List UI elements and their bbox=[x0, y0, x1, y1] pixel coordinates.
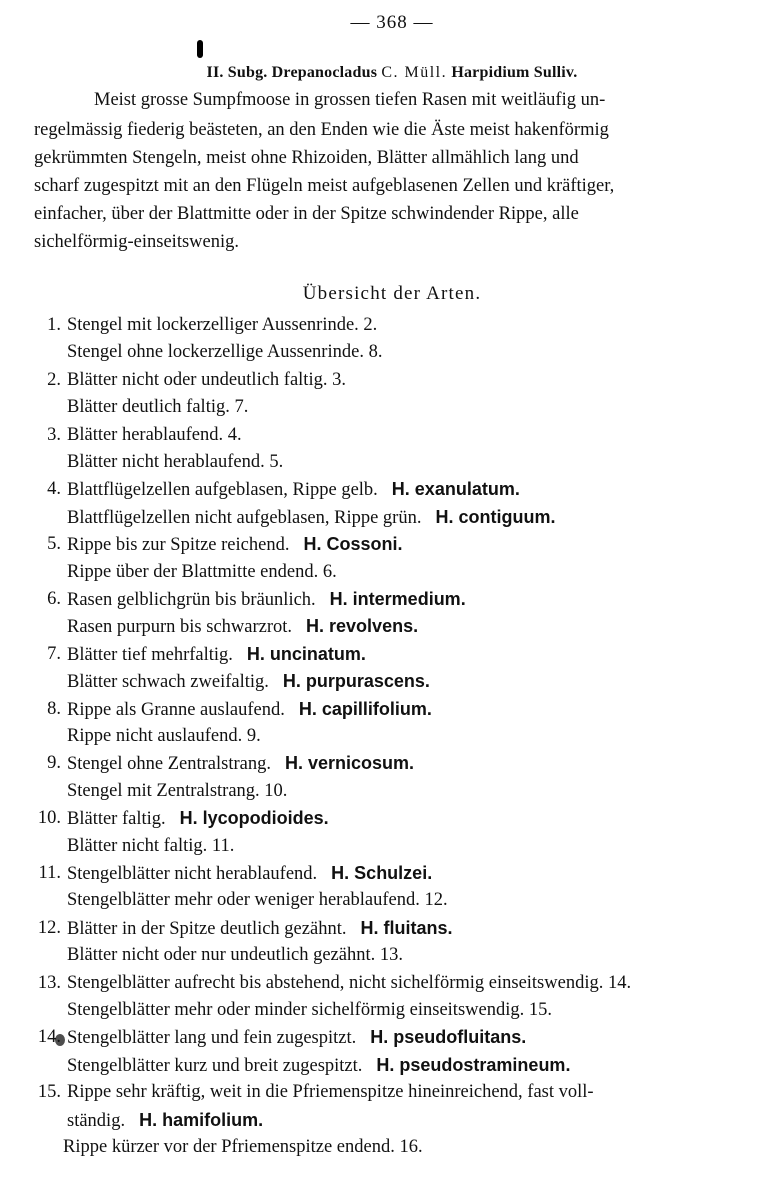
key-number: 11. bbox=[38, 863, 61, 883]
key-number: 6. bbox=[47, 589, 61, 609]
key-text bbox=[67, 531, 402, 558]
key-statement: Blätter deutlich faltig. 7. bbox=[67, 397, 249, 418]
species-name: H. capillifolium. bbox=[298, 698, 432, 719]
key-statement: Rippe sehr kräftig, weit in die Pfriemenspitze hineinreichend, fast voll- bbox=[67, 1082, 594, 1103]
key-statement: Rippe bis zur Spitze reichend. bbox=[67, 535, 290, 556]
key-statement: Stengel mit Zentralstrang. 10. bbox=[67, 780, 288, 801]
key-number: 2. bbox=[47, 369, 61, 390]
key-text bbox=[67, 476, 520, 503]
key-text bbox=[67, 723, 261, 749]
key-statement: Blätter faltig. bbox=[67, 809, 166, 830]
key-text bbox=[67, 641, 366, 668]
species-name: H. hamifolium. bbox=[139, 1109, 264, 1130]
key-statement: ständig. bbox=[67, 1110, 126, 1131]
key-statement: Rippe kürzer vor der Pfriemenspitze endend. 16. bbox=[63, 1137, 423, 1157]
key-statement: Blätter schwach zweifaltig. bbox=[67, 672, 269, 693]
key-text bbox=[67, 312, 377, 338]
species-name: H. pseudostramineum. bbox=[376, 1054, 571, 1075]
key-text bbox=[67, 696, 432, 723]
subgenus-author: C. Müll. bbox=[381, 64, 448, 81]
description-line: gekrümmten Stengeln, meist ohne Rhizoiden, Blätter allmählich lang und bbox=[34, 148, 579, 168]
description-line: scharf zugespitzt mit an den Flügeln meist aufgeblasenen Zellen und kräftiger, bbox=[34, 176, 615, 196]
key-statement: Stengelblätter mehr oder weniger herablaufend. 12. bbox=[67, 890, 448, 911]
key-statement: Blätter nicht herablaufend. 5. bbox=[67, 452, 284, 472]
key-statement: Blattflügelzellen aufgeblasen, Rippe gelb. bbox=[67, 480, 378, 501]
key-statement: Blätter nicht oder nur undeutlich gezähnt. 13. bbox=[67, 945, 403, 966]
key-text bbox=[67, 586, 466, 613]
key-text bbox=[67, 1052, 570, 1079]
key-statement: Stengel ohne Zentralstrang. bbox=[67, 754, 271, 775]
key-text bbox=[67, 1107, 263, 1134]
key-text bbox=[67, 887, 448, 913]
subgenus-heading bbox=[0, 64, 784, 82]
key-number: 10. bbox=[37, 808, 61, 829]
key-statement: Stengelblätter aufrecht bis abstehend, nicht sichelförmig einseitswendig. 14. bbox=[67, 972, 632, 993]
species-name: H. fluitans. bbox=[360, 917, 453, 938]
key-statement: Stengelblätter nicht herablaufend. bbox=[67, 864, 318, 884]
ink-smudge bbox=[197, 40, 203, 58]
description-line: sichelförmig-einseitswenig. bbox=[34, 232, 239, 252]
species-name: H. revolvens. bbox=[306, 616, 419, 637]
key-text bbox=[67, 750, 414, 777]
species-name: H. purpurascens. bbox=[282, 671, 430, 692]
key-statement: Blätter in der Spitze deutlich gezähnt. bbox=[67, 918, 347, 939]
key-number: 15. bbox=[37, 1082, 61, 1103]
key-number: 14. bbox=[37, 1027, 61, 1048]
key-text bbox=[67, 915, 452, 942]
description-line: regelmässig fiederig beästeten, an den Enden wie die Äste meist hakenförmig bbox=[34, 120, 609, 140]
key-statement: Blätter tief mehrfaltig. bbox=[67, 644, 233, 665]
key-statement: Rippe über der Blattmitte endend. 6. bbox=[67, 561, 337, 582]
key-statement: Stengelblätter kurz und breit zugespitzt. bbox=[67, 1055, 363, 1076]
key-text bbox=[67, 942, 403, 968]
key-text bbox=[67, 367, 346, 393]
key-text bbox=[67, 613, 418, 640]
description-line: Meist grosse Sumpfmoose in grossen tiefen Rasen mit weitläufig un- bbox=[94, 90, 606, 110]
key-statement: Rippe als Granne auslaufend. bbox=[67, 699, 285, 720]
key-text bbox=[67, 559, 337, 585]
key-text bbox=[67, 997, 552, 1023]
key-number: 7. bbox=[47, 643, 61, 664]
subgenus-synonym: Harpidium Sulliv. bbox=[451, 64, 578, 81]
key-statement: Stengelblätter mehr oder minder sichelförmig einseitswendig. 15. bbox=[67, 1000, 552, 1020]
species-name: H. exanulatum. bbox=[391, 479, 520, 500]
key-text bbox=[67, 1079, 594, 1105]
species-name: H. contiguum. bbox=[435, 506, 556, 527]
key-statement: Blätter herablaufend. 4. bbox=[67, 424, 242, 445]
key-text bbox=[67, 449, 283, 475]
species-name: H. intermedium. bbox=[329, 589, 466, 609]
key-text bbox=[67, 1024, 526, 1051]
key-text bbox=[67, 860, 432, 887]
key-statement: Stengelblätter lang und fein zugespitzt. bbox=[67, 1028, 357, 1049]
subgenus-name: II. Subg. Drepanocladus bbox=[206, 64, 378, 81]
key-number: 8. bbox=[47, 698, 61, 719]
key-number: 4. bbox=[47, 479, 61, 500]
key-text bbox=[67, 833, 234, 859]
species-name: H. pseudofluitans. bbox=[370, 1027, 527, 1048]
key-statement: Rasen purpurn bis schwarzrot. bbox=[67, 617, 293, 638]
key-number: 1. bbox=[47, 315, 61, 335]
key-text bbox=[63, 1134, 423, 1160]
species-name: H. lycopodioides. bbox=[179, 808, 329, 829]
species-name: H. Cossoni. bbox=[303, 534, 403, 555]
key-text bbox=[67, 422, 242, 448]
key-number: 12. bbox=[37, 917, 61, 938]
key-statement: Rasen gelblichgrün bis bräunlich. bbox=[67, 590, 316, 610]
key-statement: Stengel mit lockerzelliger Aussenrinde. 2. bbox=[67, 315, 378, 335]
key-text bbox=[67, 394, 248, 420]
key-number: 5. bbox=[47, 534, 61, 555]
key-number: 13. bbox=[37, 972, 61, 993]
page-number: — 368 — bbox=[350, 12, 434, 33]
description-line: einfacher, über der Blattmitte oder in der Spitze schwindender Rippe, alle bbox=[34, 204, 579, 224]
key-text bbox=[67, 668, 430, 695]
key-statement: Blätter nicht oder undeutlich faltig. 3. bbox=[67, 369, 346, 390]
key-number: 9. bbox=[47, 753, 61, 774]
key-statement: Stengel ohne lockerzellige Aussenrinde. 8. bbox=[67, 342, 383, 363]
key-statement: Blattflügelzellen nicht aufgeblasen, Rippe grün. bbox=[67, 507, 422, 528]
key-text bbox=[67, 504, 555, 531]
species-name: H. vernicosum. bbox=[284, 753, 414, 774]
species-name: H. uncinatum. bbox=[246, 643, 366, 664]
key-number: 3. bbox=[47, 424, 61, 445]
key-statement: Rippe nicht auslaufend. 9. bbox=[67, 726, 261, 746]
key-text bbox=[67, 339, 382, 365]
species-name: H. Schulzei. bbox=[331, 863, 433, 883]
section-title: Übersicht der Arten. bbox=[302, 283, 482, 304]
key-text bbox=[67, 970, 631, 996]
key-text bbox=[67, 805, 329, 832]
key-statement: Blätter nicht faltig. 11. bbox=[67, 835, 235, 856]
key-text bbox=[67, 778, 287, 804]
